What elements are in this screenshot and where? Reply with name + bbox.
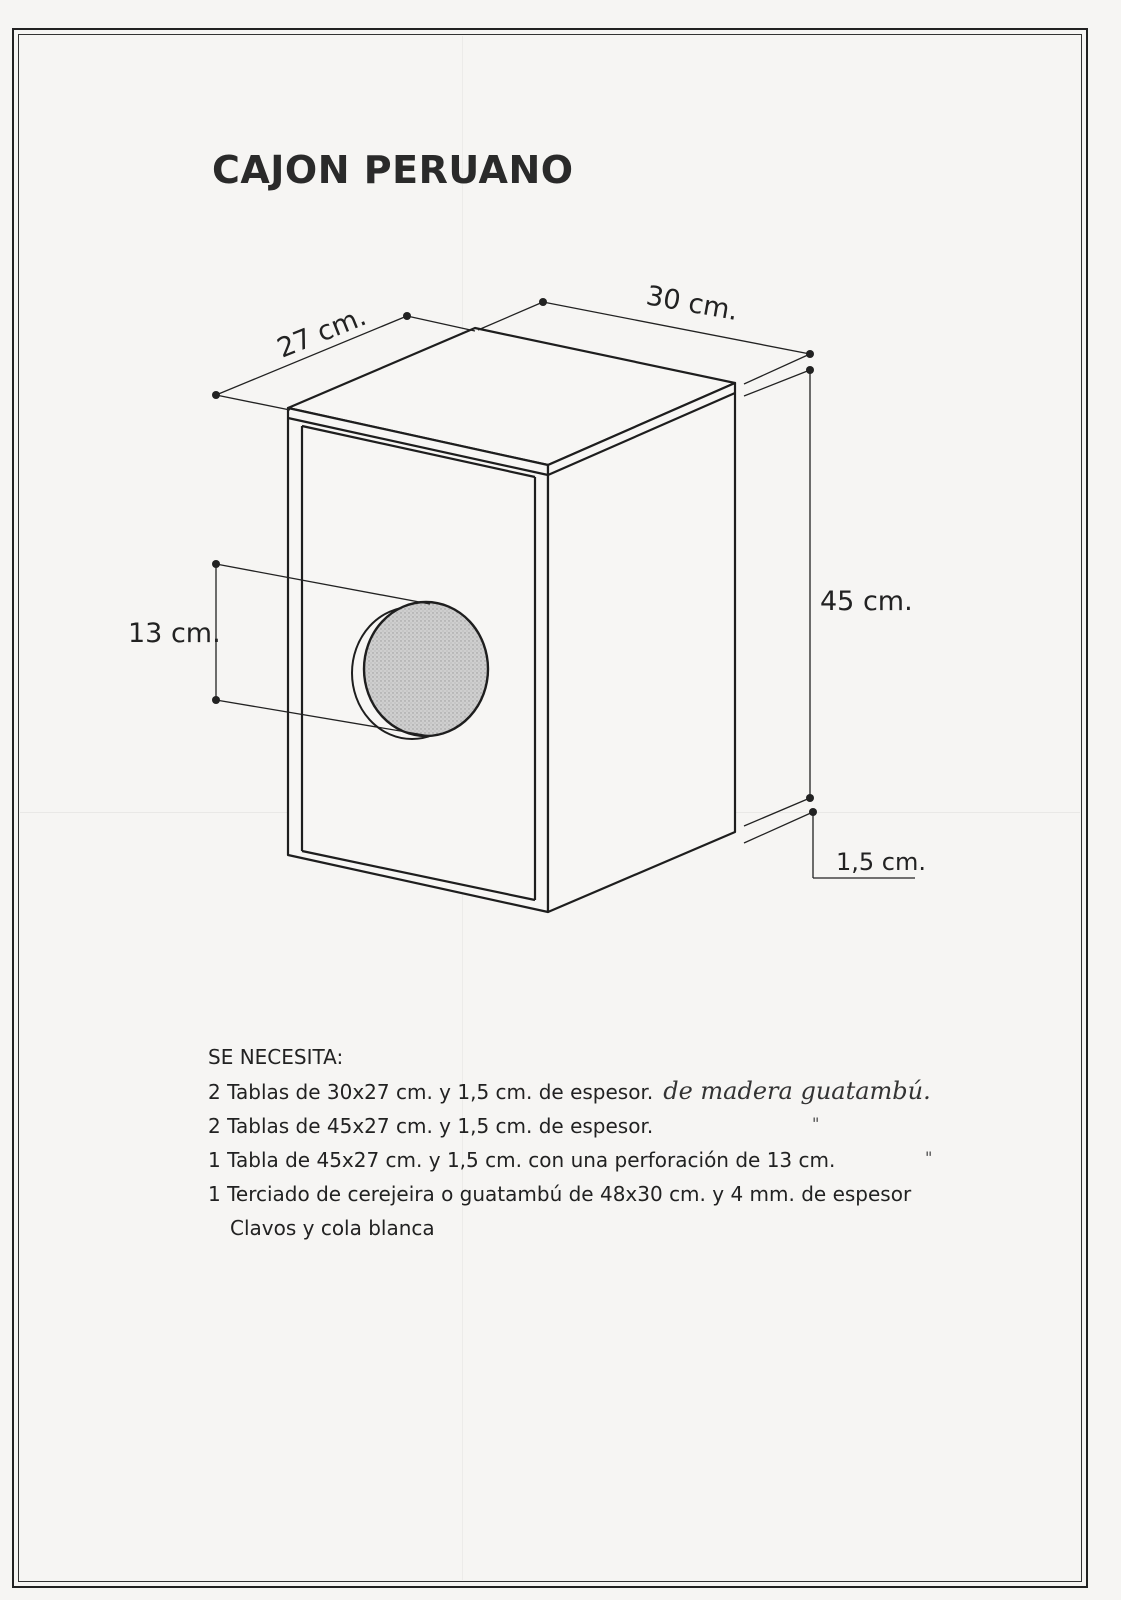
label-height: 45 cm. (820, 586, 913, 617)
materials-list (208, 1040, 931, 1245)
ditto-mark: " (925, 1148, 933, 1167)
ditto-mark: " (812, 1114, 820, 1133)
label-hole: 13 cm. (128, 618, 221, 649)
dimension-height (744, 366, 814, 826)
handwritten-note: de madera guatambú. (663, 1077, 931, 1105)
materials-heading: SE NECESITA: (208, 1045, 344, 1069)
box-outline (288, 328, 735, 912)
list-item: Clavos y cola blanca (230, 1216, 435, 1240)
list-item (208, 1074, 931, 1109)
list-item-text: 2 Tablas de 30x27 cm. y 1,5 cm. de espesor. (208, 1080, 654, 1104)
page-title: CAJON PERUANO (212, 148, 574, 192)
list-item: 1 Terciado de cerejeira o guatambú de 48x30 cm. y 4 mm. de espesor (208, 1182, 912, 1206)
label-width: 30 cm. (643, 280, 741, 327)
label-thickness: 1,5 cm. (836, 848, 926, 876)
list-item: 1 Tabla de 45x27 cm. y 1,5 cm. con una perforación de 13 cm. (208, 1148, 836, 1172)
list-item: 2 Tablas de 45x27 cm. y 1,5 cm. de espesor. (208, 1114, 654, 1138)
label-depth: 27 cm. (273, 301, 371, 365)
